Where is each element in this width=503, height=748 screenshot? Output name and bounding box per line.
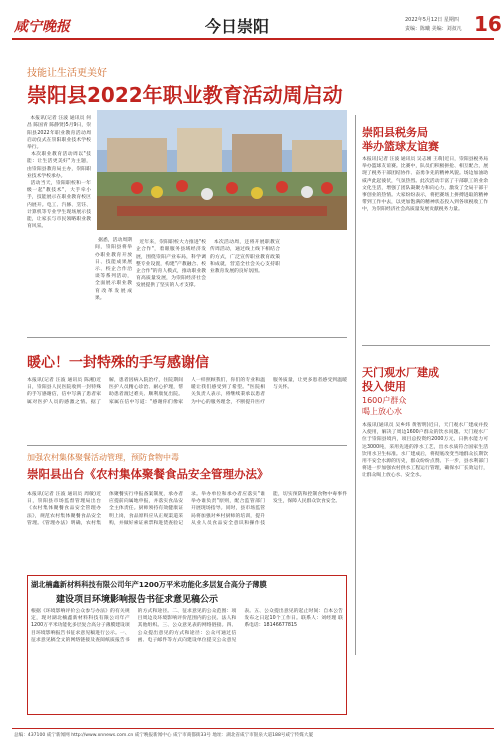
sidebar2-top-rule: [362, 345, 490, 346]
main-headline: 崇阳县2022年职业教育活动周启动: [27, 83, 343, 107]
main-photo-image: [97, 110, 347, 230]
main-kicker: 技能让生活更美好: [27, 68, 107, 79]
letter-divider: [27, 445, 347, 446]
editor-credit: 责编：陈曦 美编：刘叔凡: [405, 26, 462, 32]
letter-headline: 暖心！一封特殊的手写感谢信: [27, 355, 209, 371]
notice-title-line2: 建设项目环境影响报告书征求意见稿公示: [56, 595, 219, 605]
main-body-col4: [210, 232, 280, 330]
notice-body: 根据《环境影响评价公众参与办法》的有关规定，现对湖北楠鑫新材料科技有限公司年产1200万平米功能化多层复合高分子薄膜建设项目环境影响报告书征求意见稿进行公示。一、征求意见稿全文的网络链接及查阅纸质报告书的方式和途径。二、征求意见的公众范围：项目周边及环境影响评价范围内的公民、法人和其他组织。三、公众意见表的网络链接。四、公众提出意见的方式和途径：公众可通过信函、电子邮件等方式向建设单位提交公众意见表。五、公众提出意见的起止时间：自本公告发布之日起10个工作日。联系人：刘经理 联系电话：18146677815: [31, 609, 343, 643]
sidebar2-body: 本报讯(通讯员 吴乡炜 黄智明)近日，天门观水厂建成并投入使用，解决了周边1600户群众的饮水问题。天门观水厂位于崇阳县境内，项目总投资约2000万元，日供水能力可达3000吨，采用先进的净水工艺，出水水质符合国家生活饮用水卫生标准。水厂建成后，将彻底改变当地群众长期饮用不安全水源的历史，群众纷纷点赞。下一步，县水利部门将进一步加强农村供水工程运行管理，确保水厂长效运行，让群众喝上放心水、安全水。: [362, 423, 488, 479]
footer-rule: [12, 728, 494, 729]
sidebar2-sub-line2: 喝上放心水: [362, 407, 402, 416]
main-body-col2: [95, 230, 132, 330]
footer-info: 总编：437100 咸宁新闻网 http://www.xnnews.com.cn 咸宁晚报新闻中心 咸宁市商都街33号 地址：湖北省咸宁市银泉大道188号咸宁传媒大厦: [14, 733, 314, 738]
letter-body: 本报讯(记者 汪波 通讯员 陈湘)近日，崇阳县人民医院收到一封特殊的手写感谢信，信中写满了患者家属对医护人员的感激之情。据了解，患者因病入院治疗，住院期间医护人员精心诊治、耐心护理，帮助患者渡过难关、顺利康复出院。家属在信中写道："感谢你们像家人一样照顾我们，你们的专业和温暖让我们感受到了希望。"医院相关负责人表示，将继续秉承以患者为中心的服务理念，不断提升医疗服务质量，让更多患者感受到温暖与关怀。: [27, 378, 347, 405]
main-para-6: 本次活动周，还将开展职教宣传周活动，通过线上线下相结合的方式，广泛宣传职业教育政策和成就，营造全社会关心支持职业教育发展的良好氛围。: [210, 240, 280, 275]
newspaper-logo: 咸宁晚报: [14, 19, 70, 35]
main-para-4: 据悉，活动周期间，崇阳县将举办职业教育开放日、技能成果展示、校企合作洽谈等系列活动，全面展示职业教育改革发展成果。: [95, 238, 132, 301]
main-para-5: 近年来，崇阳职校大力推进"校企合作"，着眼服务县域经济发展，围绕崇阳产业布局，科学调整专业设置，构建"产教融合、校企合作"的育人模式，推动职业教育高质量发展，为崇阳经济社会发展提供了坚实的人才支撑。: [136, 240, 206, 289]
rural-headline: 崇阳县出台《农村集体聚餐食品安全管理办法》: [27, 467, 269, 481]
notice-title-line1: 湖北楠鑫新材料科技有限公司年产1200万平米功能化多层复合高分子薄膜: [31, 580, 267, 589]
sidebar1-body: 本报讯(记者 汪波 通讯员 吴志刚 王萌)近日，崇阳县税务局举办篮球友谊赛。比赛中，队员们积极拼抢、相互配合，展现了税务干部团结协作、奋勇争先的精神风貌。场边加油助威声此起彼伏，气氛热烈。此次活动丰富了干部职工的业余文化生活，增强了团队凝聚力和向心力，激发了全局干部干事创业的热情。大家纷纷表示，将把赛场上拼搏进取的精神带到工作中去，以更加饱满的精神状态投入到各项税收工作中，为崇阳经济社会高质量发展贡献税务力量。: [362, 157, 488, 213]
sidebar2-title-line2: 投入使用: [362, 380, 406, 393]
sidebar2-sub-line1: 1600户群众: [362, 396, 407, 405]
main-story-divider: [27, 337, 347, 338]
main-para-3: 活动当天，崇阳职校和一年级一起"教技术"，大手牵小手，技能展示在职业教育校区内展开。电工、汽修、烹饪、计算机等专业学生现场展示技能，让家长与市民领略职业教育风采。: [27, 181, 91, 230]
main-body-col1: [27, 108, 91, 330]
sidebar1-title-line2: 举办篮球友谊赛: [362, 140, 439, 153]
section-title: 今日崇阳: [205, 17, 270, 36]
main-body-col3: [136, 232, 206, 330]
rural-body: 本报讯(记者 汪波 通讯员 周敏)近日，崇阳县市场监督管理局出台《农村集体聚餐食品安全管理办法》，规范农村集体聚餐食品安全管理。《管理办法》明确，农村集体聚餐实行申报备案制度，承办者应提前向属地申报，并落实食品安全主体责任。厨师须持有效健康证明上岗，食品原料应从正规渠道采购，并做好索证索票和进货查验记录。举办单位和承办者应落实"谁举办谁负责"原则，配合监管部门开展现场指导。同时，县市场监管局将加强对乡村厨师的培训，提升从业人员食品安全意识和操作技能，切实预防和控制食物中毒事件发生，保障人民群众饮食安全。: [27, 492, 347, 526]
sidebar1-title-line1: 崇阳县税务局: [362, 126, 428, 139]
sidebar-vertical-rule: [355, 115, 356, 655]
masthead-rule: [12, 38, 494, 40]
page-number: 16: [474, 12, 502, 36]
rural-kicker: 加强农村集体聚餐活动管理，预防食物中毒: [27, 453, 179, 462]
issue-date: 2022年5月12日 星期四: [405, 17, 459, 23]
main-para-2: 本次职业教育活动周以"技能：让生活更美好"为主题，由崇阳县教育局主办，崇阳职业技术学校承办。: [27, 152, 91, 179]
main-para-1: 本报讯(记者 汪波 通讯员 何昌 陈国青 陈静贤)5月9日，崇阳县2022年职业教育活动周启动仪式在崇阳职业技术学校举行。: [27, 116, 91, 151]
sidebar2-title-line1: 天门观水厂建成: [362, 366, 439, 379]
main-photo: [97, 110, 347, 230]
